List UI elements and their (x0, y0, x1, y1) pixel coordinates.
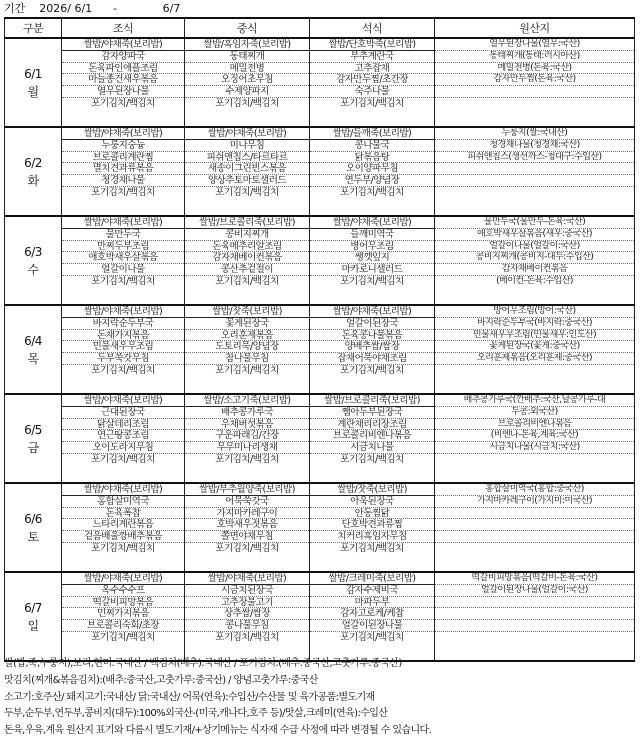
lunch-item: 포기김치/백김치 (215, 275, 279, 287)
breakfast-item: 돈육폭찹 (62, 508, 184, 520)
dinner-item: 포기김치/백김치 (340, 453, 404, 465)
lunch-item: 쌀밥/잣죽(보리밥) (185, 306, 309, 318)
lunch-item: 포기김치/백김치 (215, 453, 279, 465)
dinner-item: 얼갈이된장국 (310, 318, 434, 330)
breakfast-item: 돈채가지볶음 (62, 330, 184, 342)
day-date: 6/1 (24, 66, 42, 81)
lunch-item: 구운파래김/간장 (185, 430, 309, 442)
lunch-item: 돈육메추리알조림 (185, 241, 309, 253)
period-end: 6/7 (162, 2, 181, 15)
origin-item (435, 597, 634, 609)
lunch-item: 오징어초무침 (185, 74, 309, 86)
lunch-item: 콩산추겉절이 (185, 264, 309, 276)
dinner-cell (310, 572, 435, 661)
origin-item: 콩비지찌개(콩비지-대두:수입산) (435, 252, 634, 264)
period-line (4, 2, 180, 16)
dinner-item: 쌀밥/단호박죽(보리밥) (310, 39, 434, 51)
origin-notes (4, 656, 636, 740)
day-row (5, 572, 635, 661)
day-row (5, 483, 635, 572)
day-date: 6/2 (24, 155, 42, 170)
breakfast-item: 겉음배울깡배추볶음 (62, 531, 184, 543)
lunch-item: 우채버섯볶음 (185, 419, 309, 431)
breakfast-cell (62, 127, 185, 216)
dinner-item: 연두부/양념장 (310, 175, 434, 187)
origin-item: 꽃게된장국(꽃게:중국산) (435, 341, 634, 353)
origin-item: 누룽지(쌀:국내산) (435, 128, 634, 140)
origin-item (435, 175, 634, 187)
origin-item: 감자채베이컨볶음 (435, 264, 634, 276)
dinner-item: 쌀밥/야채죽(보리밥) (310, 217, 434, 229)
day-date: 6/5 (24, 422, 42, 437)
dinner-item: 오이양파무침 (310, 163, 434, 175)
lunch-item: 수제양파지 (185, 86, 309, 98)
dinner-item: 양배추쌈/쌈장 (310, 341, 434, 353)
origin-cell (435, 305, 635, 394)
lunch-item: 콩나물무침 (185, 620, 309, 632)
origin-item: 떡갈비피망볶음(떡갈비-돈육:국산) (435, 573, 634, 585)
origin-item: 바지락순두부국(바지락:중국산) (435, 318, 634, 330)
dinner-item: 마파두부 (310, 597, 434, 609)
lunch-item: 포기김치/백김치 (215, 631, 279, 643)
origin-item: 민물새우무조림(민물새우:인도산) (435, 330, 634, 342)
breakfast-item: 민찌가지볶음 (62, 608, 184, 620)
day-label (5, 394, 62, 483)
origin-item: 메밀전병(돈육:국산) (435, 63, 634, 75)
dinner-item: 포기김치/백김치 (340, 97, 404, 109)
day-weekday: 수 (27, 262, 39, 277)
lunch-item: 꽃게된장국 (185, 318, 309, 330)
dinner-item: 닭볶음탕 (310, 152, 434, 164)
origin-item (435, 86, 634, 98)
lunch-item: 배추콩가루국 (185, 407, 309, 419)
breakfast-item: 포기김치/백김치 (91, 275, 155, 287)
lunch-item: 쫄면야채무침 (185, 531, 309, 543)
dinner-item: 잡채어묵야채조림 (310, 353, 434, 365)
dinner-item: 포기김치/백김치 (340, 364, 404, 376)
breakfast-item: 바지락순두부국 (62, 318, 184, 330)
breakfast-item: 오이도라지무침 (62, 442, 184, 454)
breakfast-item: 닭살데리조림 (62, 419, 184, 431)
note-line: 맛김치(찌개&볶음김치):(배추:중국산,고춧가루:중국산) / 양념고춧가루:중국산 (4, 674, 318, 686)
day-date: 6/4 (24, 333, 42, 348)
dinner-item: 쌀밥/크레미죽(보리밥) (310, 573, 434, 585)
day-date: 6/6 (24, 511, 42, 526)
dinner-item: 마카로니샐러드 (310, 264, 434, 276)
lunch-item: 쌀밥/야채죽(보리밥) (185, 128, 309, 140)
day-weekday: 화 (27, 173, 39, 188)
day-row (5, 305, 635, 394)
breakfast-item: 쌀밥/야채죽(보리밥) (62, 128, 184, 140)
lunch-cell (185, 305, 310, 394)
breakfast-item: 쌀밥/야채죽(보리밥) (62, 306, 184, 318)
header-category: 구분 (5, 18, 62, 38)
day-row (5, 127, 635, 216)
breakfast-cell (62, 38, 185, 127)
lunch-item: 양상추토마토샐러드 (185, 175, 309, 187)
lunch-item: 쌀밥/부추월양죽(보리밥) (185, 484, 309, 496)
dinner-item: 쨈아두부된장국 (310, 407, 434, 419)
breakfast-item: 느타리계란볶음 (62, 519, 184, 531)
lunch-item: 피쉬앤칩스/타르타르 (185, 152, 309, 164)
header-origin: 원산지 (435, 18, 635, 38)
dinner-item: 부추계란국 (310, 51, 434, 63)
lunch-item: 포기김치/백김치 (215, 364, 279, 376)
dinner-cell (310, 127, 435, 216)
dinner-item: 고추잡채 (310, 63, 434, 75)
origin-item: 가지마카레구이(가지미:미국산) (435, 496, 634, 508)
lunch-item: 동태찌개 (185, 51, 309, 63)
note-line: 소고기:호주산/ 돼지고기:국내산/ 닭:국내산/ 어묵(연육):수입산/수산물 및 육가공품:별도기재 (4, 691, 375, 703)
note-line: 두부,순두부,연두부,콩비지(대두):100%외국산-(미국,캐나다,호주 등)/맛살,크레미(연육):수입산 (4, 708, 388, 720)
day-weekday: 월 (27, 84, 39, 99)
dinner-cell (310, 305, 435, 394)
breakfast-item: 연근땅콩조림 (62, 430, 184, 442)
day-weekday: 토 (27, 529, 39, 544)
lunch-item: 쌀밥/소고기죽(보리밥) (185, 395, 309, 407)
dinner-item: 포기김치/백김치 (340, 186, 404, 198)
dinner-item: 포기김치/백김치 (340, 542, 404, 554)
breakfast-item: 두부쑥갓무침 (62, 353, 184, 365)
lunch-item: 새송이그린빈스볶음 (185, 163, 309, 175)
origin-item: 방어무조림(방어:국산) (435, 306, 634, 318)
day-date: 6/7 (24, 600, 42, 615)
day-weekday: 금 (27, 440, 39, 455)
dinner-item: 돈육콩나물볶음 (310, 330, 434, 342)
lunch-item: 쌀밥/브로콜리죽(보리밥) (185, 217, 309, 229)
origin-item: 홍합살미역국(홍합:중국산) (435, 484, 634, 496)
origin-item (435, 531, 634, 543)
dinner-item: 쌀밥/들깨죽(보리밥) (310, 128, 434, 140)
breakfast-item: 옥수수수프 (62, 585, 184, 597)
dinner-item: 시금치나물 (310, 442, 434, 454)
lunch-item: 포기김치/백김치 (215, 186, 279, 198)
dinner-item: 단호박견과류찜 (310, 519, 434, 531)
breakfast-cell (62, 483, 185, 572)
day-label (5, 38, 62, 127)
lunch-item: 상추쌈/쌈장 (185, 608, 309, 620)
breakfast-item: 떡갈비피망볶음 (62, 597, 184, 609)
origin-item (435, 454, 634, 466)
breakfast-item: 포기김치/백김치 (91, 97, 155, 109)
breakfast-item: 포기김치/백김치 (91, 186, 155, 198)
header-row (5, 18, 635, 38)
breakfast-item: 포기김치/백김치 (91, 542, 155, 554)
lunch-cell (185, 216, 310, 305)
breakfast-item: 돈육파인애플조림 (62, 63, 184, 75)
origin-cell (435, 127, 635, 216)
lunch-item: 포기김치/백김치 (215, 542, 279, 554)
origin-cell (435, 38, 635, 127)
origin-item (435, 163, 634, 175)
period-start: 2026/ 6/1 (39, 2, 93, 15)
day-weekday: 목 (27, 351, 39, 366)
breakfast-item: 브로콜리숙회/초장 (62, 620, 184, 632)
lunch-cell (185, 572, 310, 661)
day-row (5, 38, 635, 127)
day-row (5, 394, 635, 483)
lunch-item: 미나무침 (185, 140, 309, 152)
origin-item (435, 608, 634, 620)
dinner-cell (310, 483, 435, 572)
breakfast-item: 쌀밥/야채죽(보리밥) (62, 39, 184, 51)
origin-item: 물만두국(물만두-돈육:국산) (435, 217, 634, 229)
breakfast-cell (62, 216, 185, 305)
origin-item (435, 543, 634, 555)
lunch-cell (185, 38, 310, 127)
breakfast-cell (62, 394, 185, 483)
dinner-item: 계란채리리장조림 (310, 419, 434, 431)
dinner-item: 감자만두찜/초간장 (310, 74, 434, 86)
origin-item: (베이컨-돈육:수입산) (496, 275, 573, 286)
origin-item: 오리훈제볶음(오리훈제:중국산) (435, 353, 634, 365)
origin-item: 동태찌개(동태:러시아산) (435, 51, 634, 63)
breakfast-item: 근대된장국 (62, 407, 184, 419)
period-dash: - (113, 2, 118, 15)
dinner-cell (310, 216, 435, 305)
lunch-item: 감자채베이컨볶음 (185, 252, 309, 264)
breakfast-item: 포기김치/백김치 (91, 631, 155, 643)
breakfast-item: 포기김치/백김치 (91, 453, 155, 465)
origin-item: (비엔나-돈육,계육:국산) (435, 430, 634, 442)
dinner-item: 감자수제비국 (310, 585, 434, 597)
dinner-item: 병어무조림 (310, 241, 434, 253)
origin-item (435, 98, 634, 110)
breakfast-item: 쌀밥/야채죽(보리밥) (62, 484, 184, 496)
origin-item: 청경채나물(청경채:국산) (435, 140, 634, 152)
dinner-item: 쌀밥/브로콜리죽(보리밥) (310, 395, 434, 407)
origin-item: 두콩:외국산) (435, 407, 634, 419)
dinner-item: 쌩깻잎지 (310, 252, 434, 264)
breakfast-item: 쌀밥/야채죽(보리밥) (62, 395, 184, 407)
dinner-item: 아욱된장국 (310, 496, 434, 508)
lunch-item: 쌀밥/흑임자죽(보리밥) (185, 39, 309, 51)
breakfast-item: 애호박새우살볶음 (62, 252, 184, 264)
dinner-cell (310, 38, 435, 127)
origin-item: 얼갈이나물(얼갈이:국산) (435, 241, 634, 253)
day-row (5, 216, 635, 305)
origin-item: 감자만두찜(돈육:국산) (435, 74, 634, 86)
dinner-item: 안동찜닭 (310, 508, 434, 520)
breakfast-item: 쌀밥/야채죽(보리밥) (62, 573, 184, 585)
lunch-item: 포기김치/백김치 (215, 97, 279, 109)
origin-item (435, 187, 634, 199)
breakfast-item: 열무된장나물 (62, 86, 184, 98)
dinner-item: 치커리흑임자무침 (310, 531, 434, 543)
origin-item (435, 632, 634, 644)
note-line: 돈육,우육,계육 원산지 표기와 다름시 별도기재/+상기메뉴는 식자재 수급 사정에 따라 변경될 수 있습니다. (4, 725, 432, 737)
lunch-cell (185, 483, 310, 572)
origin-item: 피쉬앤칩스(생선까스-청대구:수입산) (435, 152, 634, 164)
origin-item: 배추콩가루국(깐배추:국산,날콩가루-대 (435, 395, 634, 407)
breakfast-item: 물만두국 (62, 229, 184, 241)
origin-cell (435, 394, 635, 483)
origin-item (435, 508, 634, 520)
dinner-item: 들깨미역국 (310, 229, 434, 241)
dinner-item: 브로콜리비엔나볶음 (310, 430, 434, 442)
origin-item (435, 620, 634, 632)
origin-item: 시금치나물(시금치:국산) (435, 442, 634, 454)
breakfast-cell (62, 305, 185, 394)
lunch-item: 콩비지찌개 (185, 229, 309, 241)
dinner-item: 얼갈이된장나물 (310, 620, 434, 632)
lunch-item: 도토리묵/양념장 (185, 341, 309, 353)
lunch-item: 고추장불고기 (185, 597, 309, 609)
breakfast-item: 감자양파국 (62, 51, 184, 63)
day-label (5, 216, 62, 305)
breakfast-item: 포기김치/백김치 (91, 364, 155, 376)
dinner-item: 감자고로케/케찹 (310, 608, 434, 620)
menu-body (5, 38, 635, 661)
lunch-item: 가지마카레구이 (185, 508, 309, 520)
lunch-item: 오리훈제볶음 (185, 330, 309, 342)
dinner-item: 포기김치/백김치 (340, 275, 404, 287)
header-dinner: 석식 (310, 18, 435, 38)
lunch-item: 시금치된장국 (185, 585, 309, 597)
lunch-item: 참나물무침 (185, 353, 309, 365)
dinner-item: 쌀밥/야채죽(보리밥) (310, 306, 434, 318)
period-label: 기간 (4, 2, 26, 15)
breakfast-item: 마늘종건새우볶음 (62, 74, 184, 86)
day-label (5, 483, 62, 572)
origin-cell (435, 572, 635, 661)
dinner-item: 숙주나물 (310, 86, 434, 98)
day-label (5, 572, 62, 661)
lunch-item: 어묵쑥갓국 (185, 496, 309, 508)
origin-item (435, 519, 634, 531)
origin-item: 애호박새우살볶음(새우:중국산) (435, 229, 634, 241)
dinner-item: 포기김치/백김치 (340, 631, 404, 643)
day-label (5, 305, 62, 394)
breakfast-item: 청경채나물 (62, 175, 184, 187)
breakfast-item: 쌀밥/야채죽(보리밥) (62, 217, 184, 229)
note-line: 쌀(밥,죽,누룽지),보리,현미:국내산 / 백김치(배추):국내산 / 포기김치:(배추:중국산,고춧가루:중국산) (4, 658, 402, 669)
lunch-item: 쌀밥/야채죽(보리밥) (185, 573, 309, 585)
header-breakfast: 조식 (62, 18, 185, 38)
day-date: 6/3 (24, 244, 42, 259)
breakfast-item: 누룽지숭늉 (62, 140, 184, 152)
breakfast-item: 얼갈이나물 (62, 264, 184, 276)
dinner-item: 쌀밥/잣죽(보리밥) (310, 484, 434, 496)
origin-item: 열무된장나물(열무:국산) (435, 39, 634, 51)
breakfast-cell (62, 572, 185, 661)
breakfast-item: 홍합살미역국 (62, 496, 184, 508)
day-weekday: 일 (27, 618, 39, 633)
lunch-cell (185, 127, 310, 216)
lunch-item: 무무미나리생채 (185, 442, 309, 454)
weekly-menu-table (4, 17, 635, 662)
dinner-item: 콩나물국 (310, 140, 434, 152)
origin-item (435, 365, 634, 377)
breakfast-item: 민물새우무조림 (62, 341, 184, 353)
day-label (5, 127, 62, 216)
header-lunch: 중식 (185, 18, 310, 38)
origin-item: 브로콜리비엔나볶음 (435, 419, 634, 431)
lunch-cell (185, 394, 310, 483)
origin-item: 얼갈이된장나물(얼갈이:국산) (435, 585, 634, 597)
lunch-item: 메밀전병 (185, 63, 309, 75)
breakfast-item: 브로콜리계란찜 (62, 152, 184, 164)
breakfast-item: 멸치견과류볶음 (62, 163, 184, 175)
lunch-item: 호박새우젓볶음 (185, 519, 309, 531)
dinner-cell (310, 394, 435, 483)
breakfast-item: 만찌두부조림 (62, 241, 184, 253)
origin-cell (435, 216, 635, 305)
origin-cell (435, 483, 635, 572)
